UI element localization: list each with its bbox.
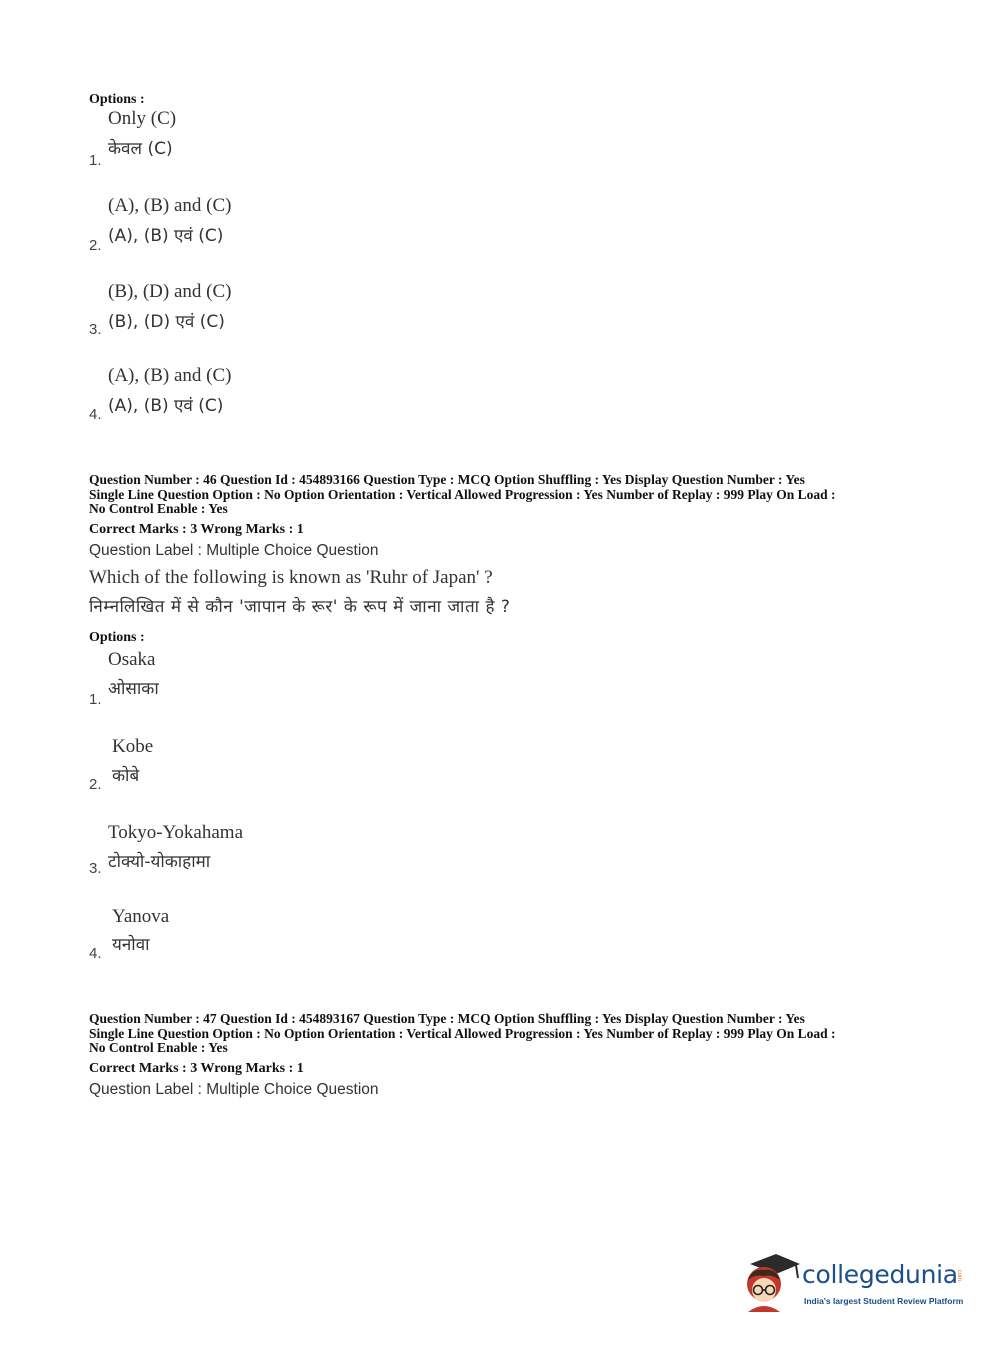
q45-option-4-hi[interactable]: (A), (B) एवं (C) <box>108 396 224 416</box>
mascot-icon <box>742 1250 802 1312</box>
q46-option-4-en[interactable]: Yanova <box>112 906 170 927</box>
q46-meta <box>89 473 919 517</box>
q46-option-3-en[interactable]: Tokyo-Yokahama <box>108 822 244 843</box>
q46-marks: Correct Marks : 3 Wrong Marks : 1 <box>89 522 304 537</box>
q45-option-4-number: 4. <box>89 406 102 423</box>
q47-meta <box>89 1012 919 1056</box>
q45-option-2-number: 2. <box>89 237 102 254</box>
collegedunia-logo[interactable] <box>742 1250 972 1312</box>
q46-option-2-number: 2. <box>89 776 102 793</box>
q46-option-4-number: 4. <box>89 945 102 962</box>
q46-option-3-number: 3. <box>89 860 102 877</box>
q46-question-hi: निम्नलिखित में से कौन 'जापान के रूर' के रूप में जाना जाता है ? <box>89 597 511 617</box>
q46-meta-line-2: Single Line Question Option : No Option Orientation : Vertical Allowed Progression : Yes Number of Replay : 999 Play On Load : <box>89 486 836 502</box>
q47-marks: Correct Marks : 3 Wrong Marks : 1 <box>89 1061 304 1076</box>
q47-meta-line-3: No Control Enable : Yes <box>89 1040 228 1055</box>
q45-option-4-en[interactable]: (A), (B) and (C) <box>108 365 232 386</box>
q46-meta-line-3: No Control Enable : Yes <box>89 501 228 516</box>
q45-option-1-number: 1. <box>89 152 102 169</box>
q47-meta-line-2: Single Line Question Option : No Option Orientation : Vertical Allowed Progression : Yes Number of Replay : 999 Play On Load : <box>89 1025 836 1041</box>
q46-option-1-number: 1. <box>89 691 102 708</box>
logo-name: collegedunia <box>802 1260 958 1289</box>
q45-option-3-hi[interactable]: (B), (D) एवं (C) <box>108 312 225 332</box>
q46-option-2-hi[interactable]: कोबे <box>112 766 140 786</box>
q45-option-1-en[interactable]: Only (C) <box>108 108 177 129</box>
q45-option-1-hi[interactable]: केवल (C) <box>108 139 173 159</box>
q46-meta-line-1: Question Number : 46 Question Id : 454893166 Question Type : MCQ Option Shuffling : Yes Display Question Number : Yes <box>89 472 805 487</box>
q45-option-3-en[interactable]: (B), (D) and (C) <box>108 281 232 302</box>
q46-option-3-hi[interactable]: टोक्यो-योकाहामा <box>108 852 211 872</box>
q45-option-2-en[interactable]: (A), (B) and (C) <box>108 195 232 216</box>
q45-options-heading: Options : <box>89 92 145 107</box>
q46-options-heading: Options : <box>89 630 145 645</box>
q46-question-label: Question Label : Multiple Choice Question <box>89 542 379 559</box>
q45-option-3-number: 3. <box>89 321 102 338</box>
logo-suffix: .com <box>956 1268 962 1282</box>
q46-option-1-en[interactable]: Osaka <box>108 649 156 670</box>
q47-meta-line-1: Question Number : 47 Question Id : 454893167 Question Type : MCQ Option Shuffling : Yes Display Question Number : Yes <box>89 1011 805 1026</box>
q45-option-2-hi[interactable]: (A), (B) एवं (C) <box>108 226 224 246</box>
q46-option-4-hi[interactable]: यनोवा <box>112 935 150 955</box>
q46-option-2-en[interactable]: Kobe <box>112 736 154 757</box>
q47-question-label: Question Label : Multiple Choice Question <box>89 1081 379 1098</box>
logo-tagline: India's largest Student Review Platform <box>804 1296 964 1306</box>
q46-question-en: Which of the following is known as 'Ruhr of Japan' ? <box>89 567 493 588</box>
q46-option-1-hi[interactable]: ओसाका <box>108 679 159 699</box>
